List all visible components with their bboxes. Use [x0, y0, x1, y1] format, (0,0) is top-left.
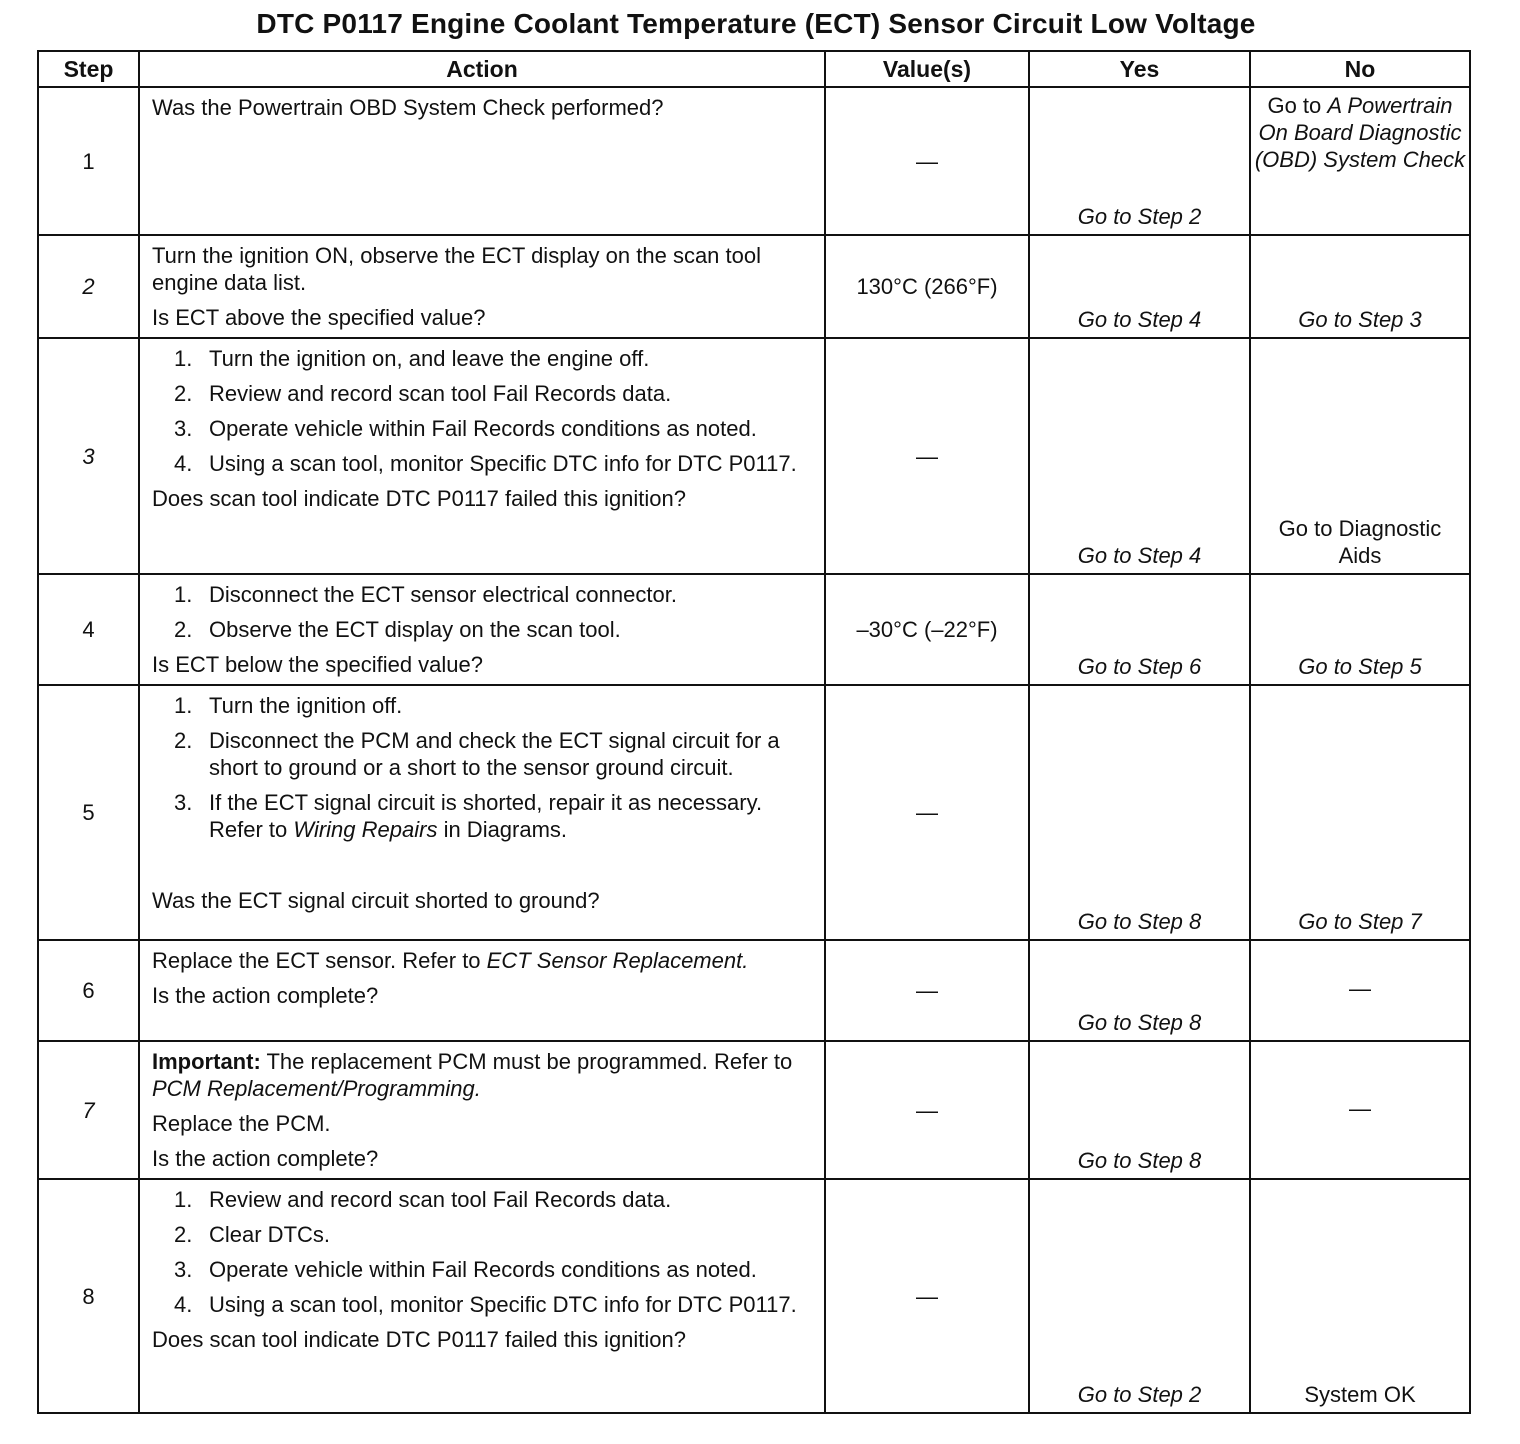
header-step: Step: [38, 51, 139, 87]
table-row: [38, 87, 1470, 235]
action-cell: [139, 235, 825, 338]
step-number: 2: [38, 235, 139, 338]
wiring-repairs-link[interactable]: Wiring Repairs: [293, 817, 438, 842]
no-link[interactable]: Go to Diagnostic Aids: [1278, 516, 1442, 568]
no-cell: —: [1250, 940, 1470, 1041]
yes-cell[interactable]: [1029, 338, 1250, 574]
action-list: [152, 345, 814, 477]
pcm-replacement-link[interactable]: PCM Replacement/Programming.: [152, 1076, 481, 1101]
action-text: Turn the ignition ON, observe the ECT display on the scan tool engine data list.: [152, 243, 761, 295]
action-text: Replace the ECT sensor. Refer to ECT Sensor Replacement.: [152, 948, 749, 973]
action-question: Was the ECT signal circuit shorted to ground?: [152, 888, 600, 913]
yes-link[interactable]: Go to Step 4: [1077, 543, 1202, 568]
action-question: Is the action complete?: [152, 983, 379, 1008]
no-cell[interactable]: [1250, 574, 1470, 685]
action-cell: [139, 87, 825, 235]
action-question: Does scan tool indicate DTC P0117 failed this ignition?: [152, 1327, 687, 1352]
value-cell: —: [825, 338, 1029, 574]
action-question: Is the action complete?: [152, 1146, 379, 1171]
yes-link[interactable]: Go to Step 8: [1077, 1148, 1202, 1173]
action-list: [152, 581, 814, 643]
step-number: 6: [38, 940, 139, 1041]
action-cell: [139, 940, 825, 1041]
yes-cell[interactable]: [1029, 1041, 1250, 1179]
no-link[interactable]: Go to Step 7: [1298, 909, 1422, 934]
action-cell: [139, 1179, 825, 1413]
action-list: [152, 692, 814, 843]
yes-link[interactable]: Go to Step 2: [1077, 204, 1202, 229]
list-item: 1. Turn the ignition off.: [174, 693, 403, 718]
yes-cell[interactable]: [1029, 235, 1250, 338]
value-cell: 130°C (266°F): [825, 235, 1029, 338]
table-row: [38, 685, 1470, 940]
list-item: 2. Disconnect the PCM and check the ECT signal circuit for a short to ground or a short to the sensor ground circuit.: [174, 728, 780, 780]
list-item: 1. Turn the ignition on, and leave the engine off.: [174, 346, 650, 371]
list-item: 2. Observe the ECT display on the scan tool.: [174, 617, 621, 642]
table-row: [38, 1179, 1470, 1413]
no-link[interactable]: A Powertrain On Board Diagnostic (OBD) System Check: [1254, 93, 1466, 172]
action-question: Is ECT below the specified value?: [152, 652, 483, 677]
header-no: No: [1250, 51, 1470, 87]
action-cell: [139, 1041, 825, 1179]
yes-cell[interactable]: [1029, 685, 1250, 940]
no-cell[interactable]: [1250, 338, 1470, 574]
header-values: Value(s): [825, 51, 1029, 87]
no-cell: System OK: [1250, 1179, 1470, 1413]
step-number: 8: [38, 1179, 139, 1413]
yes-cell[interactable]: [1029, 574, 1250, 685]
step-number: 4: [38, 574, 139, 685]
value-cell: —: [825, 1041, 1029, 1179]
table-row: [38, 940, 1470, 1041]
table-row: [38, 338, 1470, 574]
page-title: DTC P0117 Engine Coolant Temperature (ECT) Sensor Circuit Low Voltage: [256, 8, 1256, 39]
list-item: 4. Using a scan tool, monitor Specific DTC info for DTC P0117.: [174, 451, 797, 476]
value-cell: —: [825, 685, 1029, 940]
header-action: Action: [139, 51, 825, 87]
yes-cell[interactable]: [1029, 1179, 1250, 1413]
yes-link[interactable]: Go to Step 6: [1077, 654, 1202, 679]
no-link[interactable]: Go to Step 5: [1298, 654, 1422, 679]
action-text: Was the Powertrain OBD System Check performed?: [152, 95, 664, 120]
no-cell[interactable]: [1250, 87, 1470, 235]
no-cell: —: [1250, 1041, 1470, 1179]
step-number: 5: [38, 685, 139, 940]
list-item: 1. Disconnect the ECT sensor electrical connector.: [174, 582, 677, 607]
action-question: Does scan tool indicate DTC P0117 failed this ignition?: [152, 486, 687, 511]
step-number: 3: [38, 338, 139, 574]
list-item: 1. Review and record scan tool Fail Records data.: [174, 1187, 672, 1212]
list-item: 3. Operate vehicle within Fail Records conditions as noted.: [174, 416, 757, 441]
step-number: 7: [38, 1041, 139, 1179]
table-row: [38, 574, 1470, 685]
action-list: [152, 1186, 814, 1318]
value-cell: —: [825, 940, 1029, 1041]
yes-link[interactable]: Go to Step 2: [1077, 1382, 1202, 1407]
list-item: 2. Review and record scan tool Fail Records data.: [174, 381, 672, 406]
yes-link[interactable]: Go to Step 8: [1077, 909, 1202, 934]
table-row: [38, 235, 1470, 338]
important-note: Important: The replacement PCM must be programmed. Refer to PCM Replacement/Programming.: [152, 1049, 793, 1101]
no-prefix: Go to: [1267, 93, 1328, 118]
list-item: 2. Clear DTCs.: [174, 1222, 331, 1247]
diagnostic-table: [37, 50, 1471, 1414]
yes-link[interactable]: Go to Step 8: [1077, 1010, 1202, 1035]
action-cell: [139, 338, 825, 574]
action-cell: [139, 685, 825, 940]
table-header-row: [38, 51, 1470, 87]
list-item: 3. If the ECT signal circuit is shorted, repair it as necessary. Refer to Wiring Repairs in Diagrams.: [174, 790, 763, 842]
action-text: Replace the PCM.: [152, 1111, 331, 1136]
action-question: Is ECT above the specified value?: [152, 305, 486, 330]
yes-link[interactable]: Go to Step 4: [1077, 307, 1202, 332]
value-cell: —: [825, 1179, 1029, 1413]
step-number: 1: [38, 87, 139, 235]
table-row: [38, 1041, 1470, 1179]
list-item: 4. Using a scan tool, monitor Specific DTC info for DTC P0117.: [174, 1292, 797, 1317]
value-cell: –30°C (–22°F): [825, 574, 1029, 685]
yes-cell[interactable]: [1029, 940, 1250, 1041]
ect-sensor-replacement-link[interactable]: ECT Sensor Replacement.: [486, 948, 749, 973]
action-cell: [139, 574, 825, 685]
value-cell: —: [825, 87, 1029, 235]
no-cell[interactable]: [1250, 685, 1470, 940]
no-link[interactable]: Go to Step 3: [1298, 307, 1422, 332]
header-yes: Yes: [1029, 51, 1250, 87]
list-item: 3. Operate vehicle within Fail Records conditions as noted.: [174, 1257, 757, 1282]
yes-cell[interactable]: [1029, 87, 1250, 235]
no-cell[interactable]: [1250, 235, 1470, 338]
